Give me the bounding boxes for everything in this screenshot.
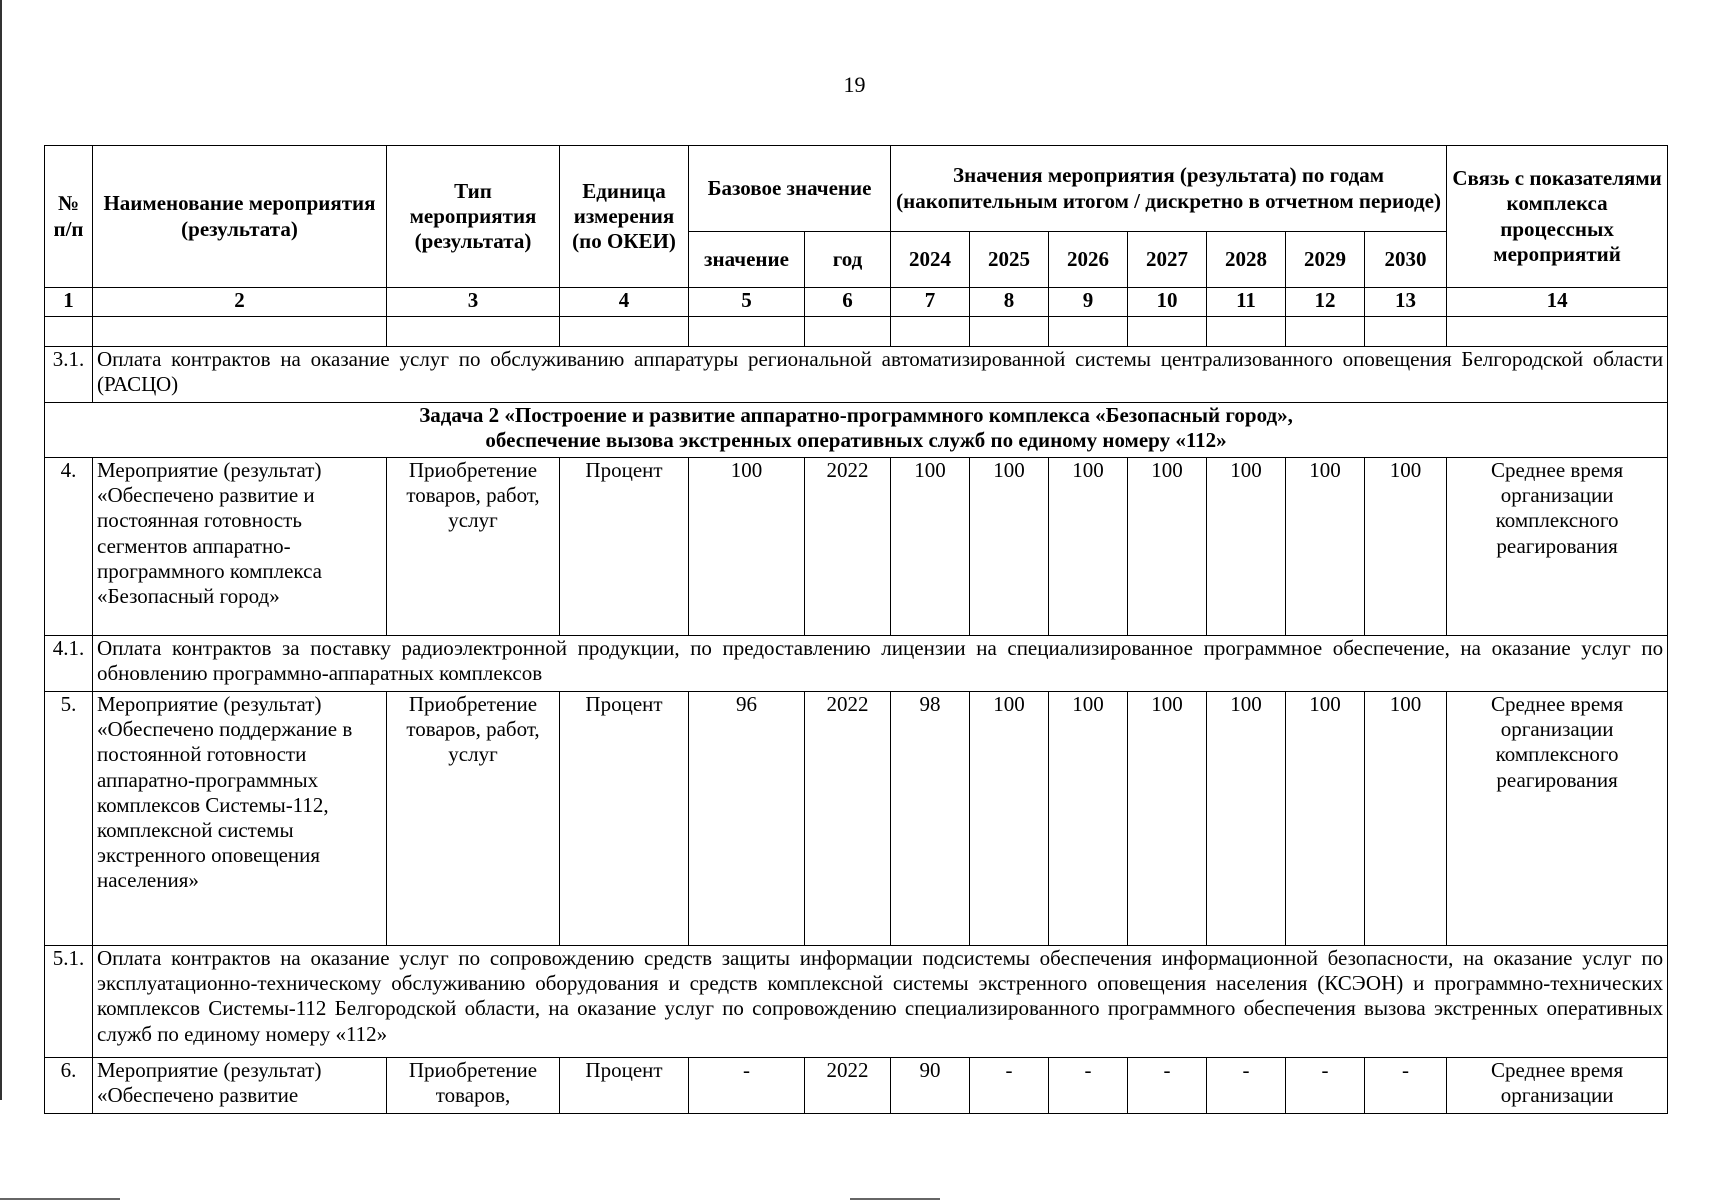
column-number-row xyxy=(45,288,1668,317)
year-value: 100 xyxy=(1286,692,1365,946)
header-row xyxy=(45,146,1668,232)
base-year: 2022 xyxy=(805,1058,891,1114)
header-base: Базовое значение xyxy=(689,146,891,232)
year-value: 100 xyxy=(891,458,970,636)
base-year: 2022 xyxy=(805,692,891,946)
header-year: 2026 xyxy=(1049,232,1128,288)
task-heading-line: обеспечение вызова экстренных оперативных служб по единому номеру «112» xyxy=(485,428,1227,453)
task-heading-line: Задача 2 «Построение и развитие аппаратно-программного комплекса «Безопасный город», xyxy=(419,403,1293,427)
table-row xyxy=(45,458,1668,636)
base-value: 96 xyxy=(689,692,805,946)
header-year: 2025 xyxy=(970,232,1049,288)
page-number: 19 xyxy=(843,72,866,97)
header-type: Тип мероприятия (результата) xyxy=(387,146,560,288)
header-link: Связь с показателями комплекса процессных мероприятий xyxy=(1447,146,1668,288)
year-value: - xyxy=(1365,1058,1447,1114)
header-year: 2028 xyxy=(1207,232,1286,288)
measure-type: Приобретение товаров, работ, услуг xyxy=(387,458,560,636)
subitem-description: Оплата контрактов на оказание услуг по обслуживанию аппаратуры региональной автоматизированной системы централизованного оповещения Белгородской области (РАСЦО) xyxy=(93,347,1668,403)
measure-name: Мероприятие (результат) «Обеспечено развитие и постоянная готовность сегментов аппаратно-программного комплекса «Безопасный город» xyxy=(93,458,387,636)
year-value: 100 xyxy=(970,692,1049,946)
year-value: 98 xyxy=(891,692,970,946)
subitem-description: Оплата контрактов на оказание услуг по сопровождению средств защиты информации подсистемы обеспечения информационной безопасности, на оказание услуг по эксплуатационно-техническому обслуживанию оборудования и средств комплексной системы экстренного оповещения населения (КСЭОН) и программно-технических комплексов Системы-112 Белгородской области, на оказание услуг по сопровождению специализированного программного обеспечения вызова экстренных оперативных служб по единому номеру «112» xyxy=(93,946,1668,1058)
column-number: 14 xyxy=(1447,288,1668,317)
measures-table xyxy=(44,145,1668,1114)
measure-name: Мероприятие (результат) «Обеспечено развитие xyxy=(93,1058,387,1114)
column-number: 1 xyxy=(45,288,93,317)
task-heading xyxy=(45,403,1668,458)
year-value: 100 xyxy=(1128,692,1207,946)
subitem-description: Оплата контрактов за поставку радиоэлектронной продукции, по предоставлению лицензии на специализированное программное обеспечение, на оказание услуг по обновлению программно-аппаратных комплексов xyxy=(93,636,1668,692)
column-number: 12 xyxy=(1286,288,1365,317)
measure-unit: Процент xyxy=(560,1058,689,1114)
column-number: 3 xyxy=(387,288,560,317)
measure-name: Мероприятие (результат) «Обеспечено поддержание в постоянной готовности аппаратно-программных комплексов Системы-112, комплексной системы экстренного оповещения населения» xyxy=(93,692,387,946)
year-value: 100 xyxy=(1049,458,1128,636)
table-row xyxy=(45,636,1668,692)
scan-edge-line xyxy=(0,0,2,1100)
row-number: 5.1. xyxy=(45,946,93,1058)
year-value: 100 xyxy=(1207,458,1286,636)
empty-row xyxy=(45,317,1668,347)
header-year: 2024 xyxy=(891,232,970,288)
year-value: - xyxy=(1286,1058,1365,1114)
indicator-link: Среднее время организации комплексного реагирования xyxy=(1447,692,1668,946)
header-year: 2027 xyxy=(1128,232,1207,288)
column-number: 2 xyxy=(93,288,387,317)
table-row xyxy=(45,946,1668,1058)
row-number: 3.1. xyxy=(45,347,93,403)
year-value: - xyxy=(1128,1058,1207,1114)
column-number: 13 xyxy=(1365,288,1447,317)
year-value: 100 xyxy=(1049,692,1128,946)
measure-unit: Процент xyxy=(560,692,689,946)
year-value: 100 xyxy=(1286,458,1365,636)
column-number: 10 xyxy=(1128,288,1207,317)
header-base-year: год xyxy=(805,232,891,288)
year-value: 100 xyxy=(970,458,1049,636)
column-number: 8 xyxy=(970,288,1049,317)
measure-unit: Процент xyxy=(560,458,689,636)
year-value: - xyxy=(1049,1058,1128,1114)
measure-type: Приобретение товаров, работ, услуг xyxy=(387,692,560,946)
header-unit: Единица измерения (по ОКЕИ) xyxy=(560,146,689,288)
row-number: 5. xyxy=(45,692,93,946)
header-year: 2030 xyxy=(1365,232,1447,288)
year-value: 100 xyxy=(1365,692,1447,946)
indicator-link: Среднее время организации комплексного реагирования xyxy=(1447,458,1668,636)
row-number: 4. xyxy=(45,458,93,636)
column-number: 5 xyxy=(689,288,805,317)
base-value: 100 xyxy=(689,458,805,636)
header-values-group: Значения мероприятия (результата) по годам (накопительным итогом / дискретно в отчетном периоде) xyxy=(891,146,1447,232)
header-num: № п/п xyxy=(45,146,93,288)
column-number: 9 xyxy=(1049,288,1128,317)
year-value: 90 xyxy=(891,1058,970,1114)
column-number: 6 xyxy=(805,288,891,317)
year-value: - xyxy=(970,1058,1049,1114)
column-number: 4 xyxy=(560,288,689,317)
row-number: 6. xyxy=(45,1058,93,1114)
base-value: - xyxy=(689,1058,805,1114)
year-value: 100 xyxy=(1207,692,1286,946)
year-value: 100 xyxy=(1365,458,1447,636)
measure-type: Приобретение товаров, xyxy=(387,1058,560,1114)
header-name: Наименование мероприятия (результата) xyxy=(93,146,387,288)
table-row xyxy=(45,347,1668,403)
year-value: 100 xyxy=(1128,458,1207,636)
table-row xyxy=(45,692,1668,946)
year-value: - xyxy=(1207,1058,1286,1114)
row-number: 4.1. xyxy=(45,636,93,692)
column-number: 7 xyxy=(891,288,970,317)
base-year: 2022 xyxy=(805,458,891,636)
table-row xyxy=(45,1058,1668,1114)
indicator-link: Среднее время организации xyxy=(1447,1058,1668,1114)
header-year: 2029 xyxy=(1286,232,1365,288)
task-heading-row xyxy=(45,403,1668,458)
column-number: 11 xyxy=(1207,288,1286,317)
header-base-value: значение xyxy=(689,232,805,288)
